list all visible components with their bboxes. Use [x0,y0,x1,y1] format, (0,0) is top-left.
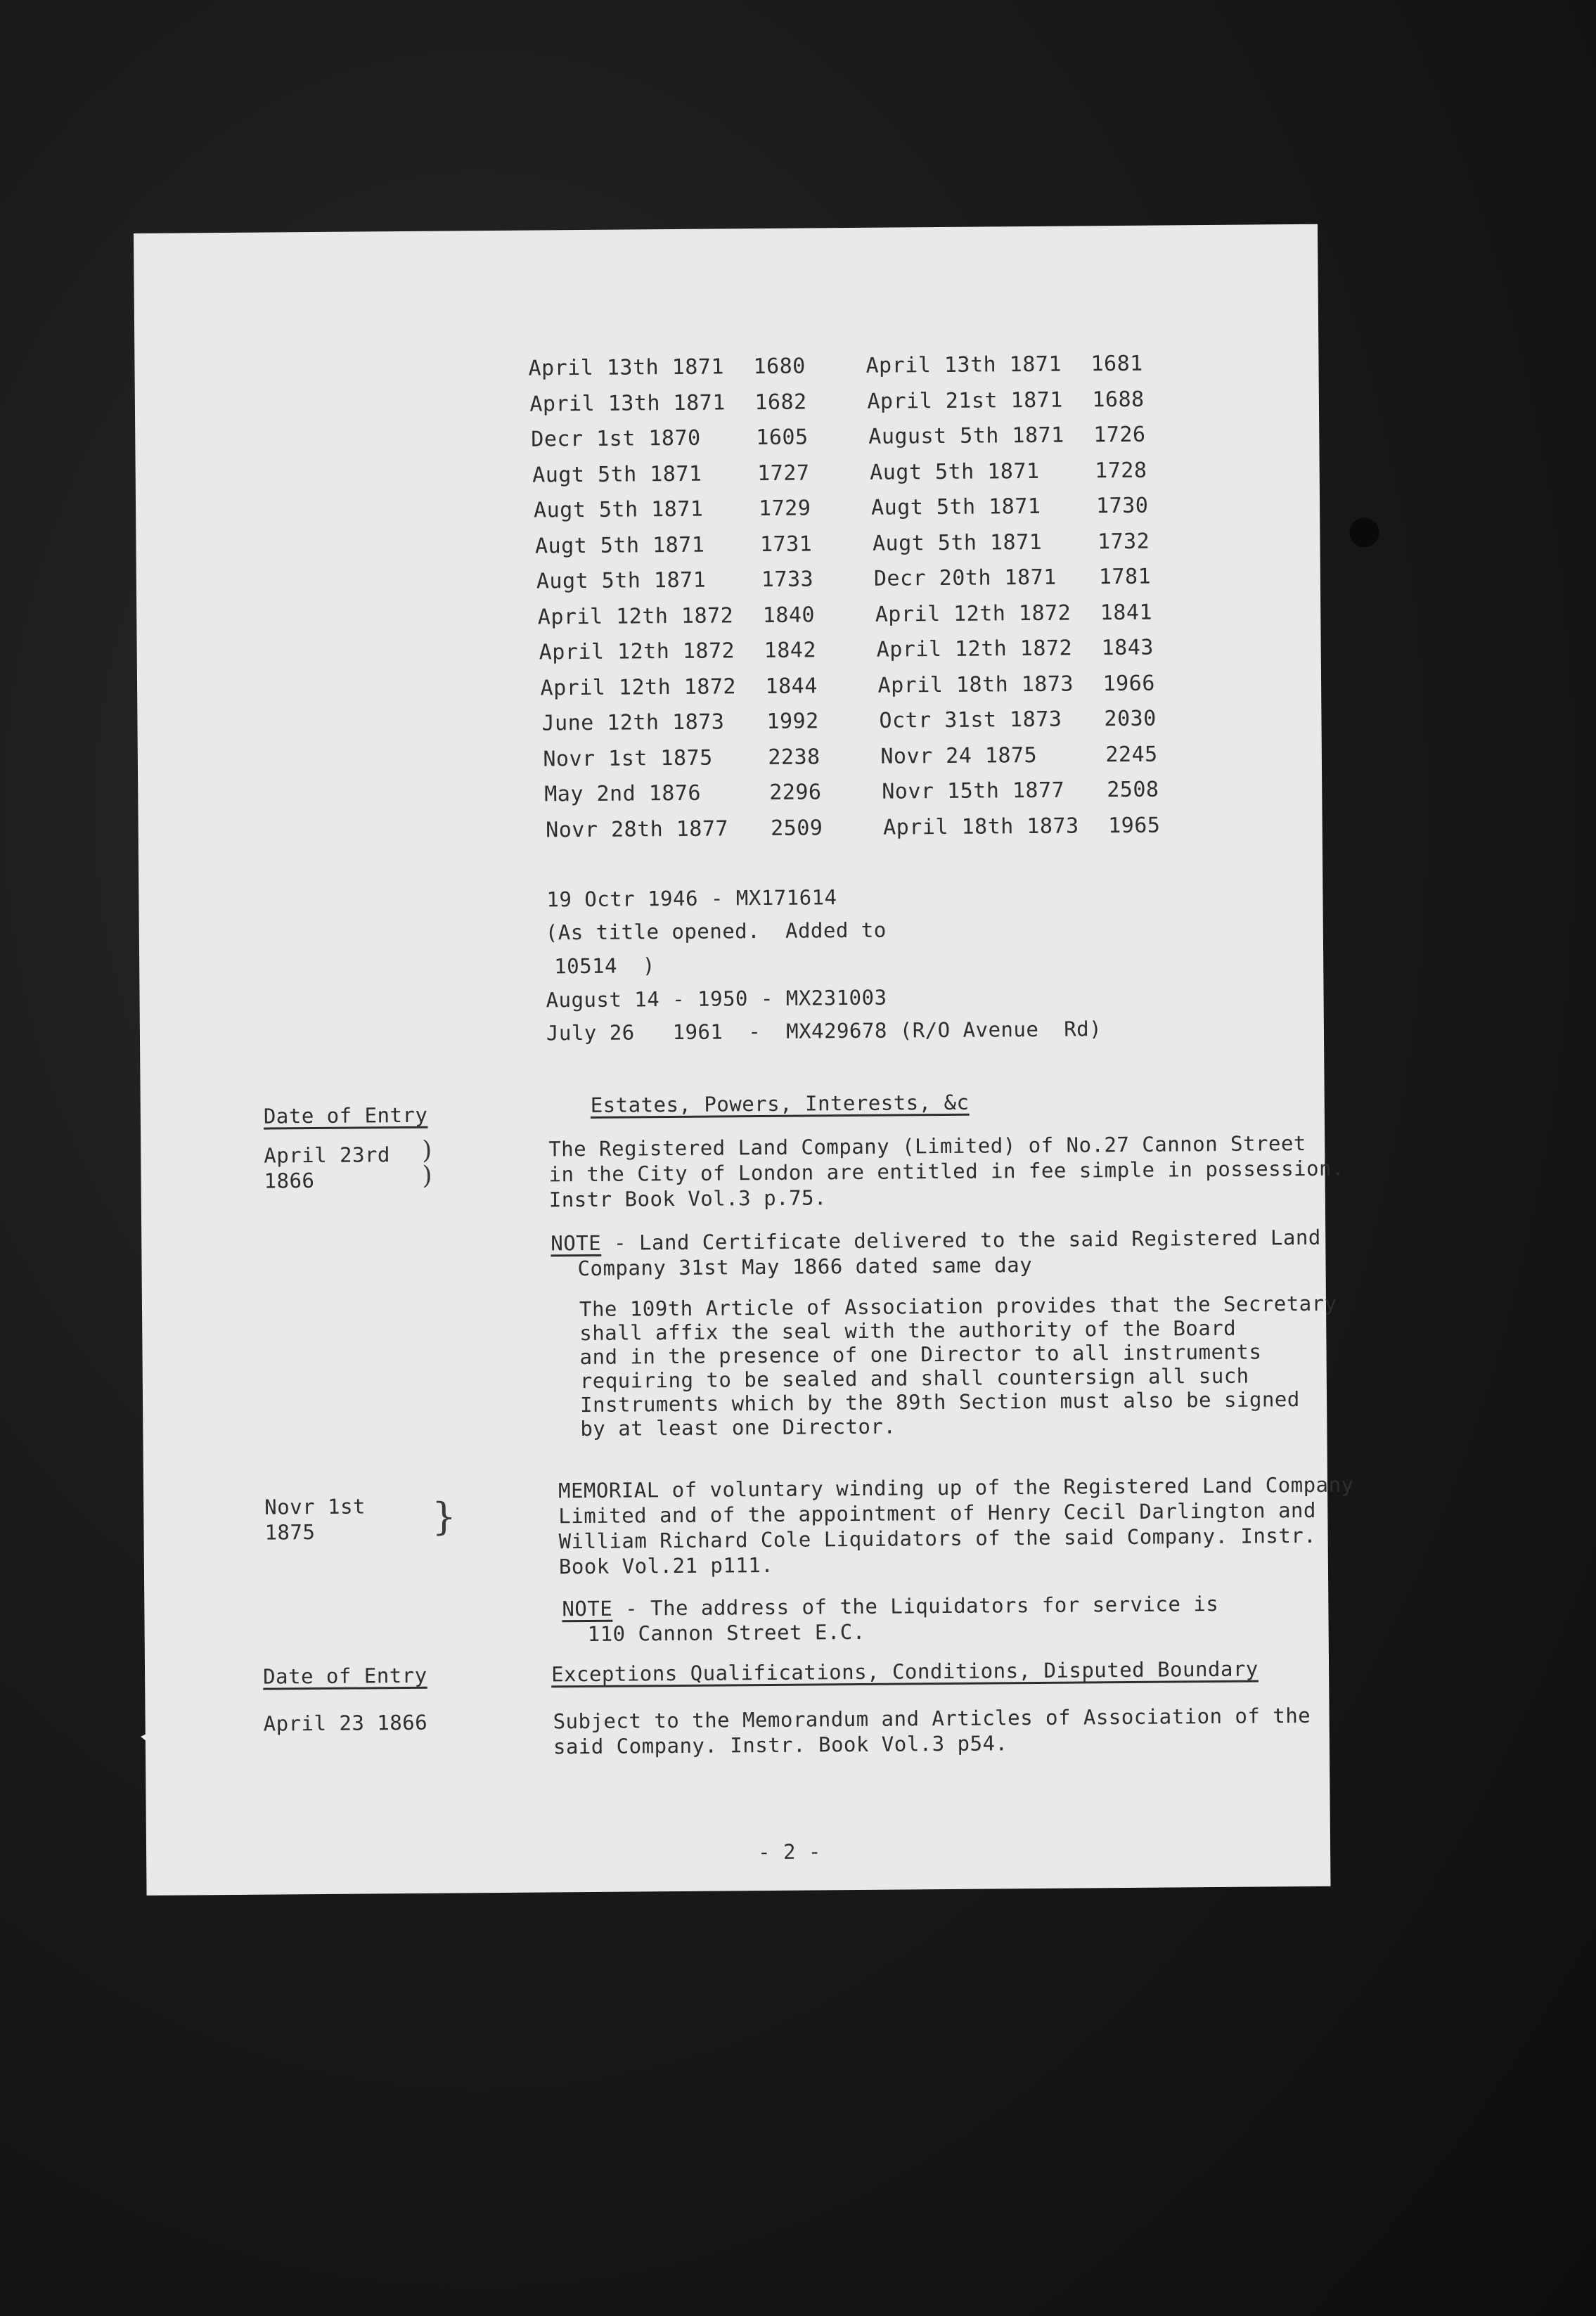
later-entry-line: 19 Octr 1946 - MX171614 [546,885,837,912]
register-date: April 18th 1873 [877,671,1074,698]
register-number: 2296 [769,780,822,805]
register-number: 1841 [1100,600,1153,625]
later-entry-line: 10514 ) [554,953,656,979]
register-number: 1733 [761,567,814,593]
punch-hole [1349,517,1379,547]
register-date: April 18th 1873 [883,813,1079,840]
note-text: - Land Certificate delivered to the said Registered Land [601,1225,1321,1255]
register-date: Augt 5th 1871 [534,532,705,559]
register-number: 1781 [1098,564,1152,590]
register-number: 1681 [1090,351,1143,377]
article-text-line: and in the presence of one Director to all instruments [579,1339,1262,1370]
register-number: 1731 [759,531,813,557]
exceptions-heading: Exceptions Qualifications, Conditions, Disputed Boundary [551,1656,1259,1687]
article-text-line: shall affix the seal with the authority of the Board [579,1315,1237,1346]
date-of-entry-heading: Date of Entry [262,1663,427,1689]
register-number: 2508 [1107,777,1159,803]
register-date: April 12th 1872 [875,600,1071,627]
register-date: August 5th 1871 [868,423,1064,449]
entry-date: Novr 1st [264,1494,366,1519]
article-text-line: by at least one Director. [580,1414,896,1441]
note-line: 110 Cannon Street E.C. [587,1619,865,1646]
register-number: 2245 [1105,742,1158,767]
register-date: Novr 24 1875 [880,742,1038,769]
memorial-text-line: Limited and of the appointment of Henry Cecil Darlington and [558,1498,1317,1529]
register-number: 1726 [1093,422,1146,448]
register-number: 1844 [765,673,818,699]
register-number: 1728 [1095,458,1147,483]
note-text: - The address of the Liquidators for service is [612,1591,1219,1621]
register-date: Augt 5th 1871 [870,458,1040,485]
register-number: 1682 [754,389,807,415]
register-number: 1966 [1102,671,1155,696]
register-date: Novr 28th 1877 [546,816,729,842]
later-entry-line: July 26 1961 - MX429678 (R/O Avenue Rd) [546,1017,1102,1046]
document-page [134,224,1354,1896]
register-number: 1605 [756,425,809,451]
register-number: 1840 [762,602,816,628]
entry-date: April 23 1866 [263,1710,428,1736]
article-text-line: The 109th Article of Association provides that the Secretary [579,1291,1337,1322]
register-date: April 12th 1872 [876,636,1073,662]
note-line [551,1225,1321,1256]
register-date: Augt 5th 1871 [533,496,704,523]
register-date: April 21st 1871 [867,387,1063,414]
register-number: 1688 [1092,387,1145,412]
register-number: 1992 [766,709,819,734]
entry-date: 1875 [264,1520,316,1545]
register-date: April 13th 1871 [528,354,725,381]
register-date: Decr 20th 1871 [873,565,1057,591]
register-number: 1727 [757,460,810,486]
register-date: Augt 5th 1871 [872,529,1043,556]
date-of-entry-heading: Date of Entry [263,1102,428,1128]
register-date: April 12th 1872 [540,674,737,700]
register-date: Novr 15th 1877 [882,778,1065,804]
register-number: 1965 [1108,813,1161,838]
entry-text-line: in the City of London are entitled in fee simple in possession. [548,1156,1345,1187]
register-number: 1843 [1101,635,1154,661]
register-number: 1729 [758,496,811,522]
article-text-line: requiring to be sealed and shall countersign all such [579,1363,1249,1394]
estates-heading: Estates, Powers, Interests, &c [590,1090,970,1117]
register-date: Augt 5th 1871 [532,461,702,488]
register-date: April 12th 1872 [539,638,735,665]
register-number: 1732 [1097,529,1150,554]
register-number: 2238 [768,744,820,770]
register-date: April 12th 1872 [537,603,734,630]
memorial-text-line: William Richard Cole Liquidators of the said Company. Instr. [558,1523,1317,1554]
entry-text-line: said Company. Instr. Book Vol.3 p54. [553,1731,1008,1759]
note-line: Company 31st May 1866 dated same day [577,1253,1033,1281]
entry-text-line: The Registered Land Company (Limited) of No.27 Cannon Street [548,1131,1306,1162]
note-line [562,1592,1218,1621]
register-date: Octr 31st 1873 [879,707,1062,733]
bracket: ) [422,1161,432,1190]
register-date: Novr 1st 1875 [543,745,713,771]
entry-date: 1866 [264,1169,315,1193]
page-number: - 2 - [757,1839,822,1865]
entry-text-line: Subject to the Memorandum and Articles of Association of the [553,1703,1311,1734]
bracket: ) [422,1136,432,1165]
register-date: April 13th 1871 [865,352,1062,378]
article-text-line: Instruments which by the 89th Section must also be signed [579,1387,1300,1417]
note-label: NOTE [551,1230,602,1256]
memorial-text-line: MEMORIAL of voluntary winding up of the Registered Land Company [558,1472,1354,1503]
memorial-text-line: Book Vol.21 p111. [558,1552,774,1579]
register-number: 1842 [764,638,817,663]
bracket: } [432,1494,456,1539]
later-entry-line: (As title opened. Added to [545,918,887,945]
note-label: NOTE [562,1596,613,1621]
register-date: Augt 5th 1871 [870,494,1041,520]
register-number: 1680 [753,354,806,380]
register-number: 2030 [1104,706,1157,732]
entry-date: April 23rd [264,1143,391,1168]
register-date: April 13th 1871 [529,390,726,417]
register-date: May 2nd 1876 [544,780,702,807]
register-date: Decr 1st 1870 [531,425,701,452]
register-number: 2509 [771,815,823,841]
entry-text-line: Instr Book Vol.3 p.75. [548,1185,828,1212]
register-date: Augt 5th 1871 [536,567,707,594]
register-date: June 12th 1873 [541,709,725,736]
later-entry-line: August 14 - 1950 - MX231003 [546,985,887,1012]
register-number: 1730 [1095,493,1149,519]
